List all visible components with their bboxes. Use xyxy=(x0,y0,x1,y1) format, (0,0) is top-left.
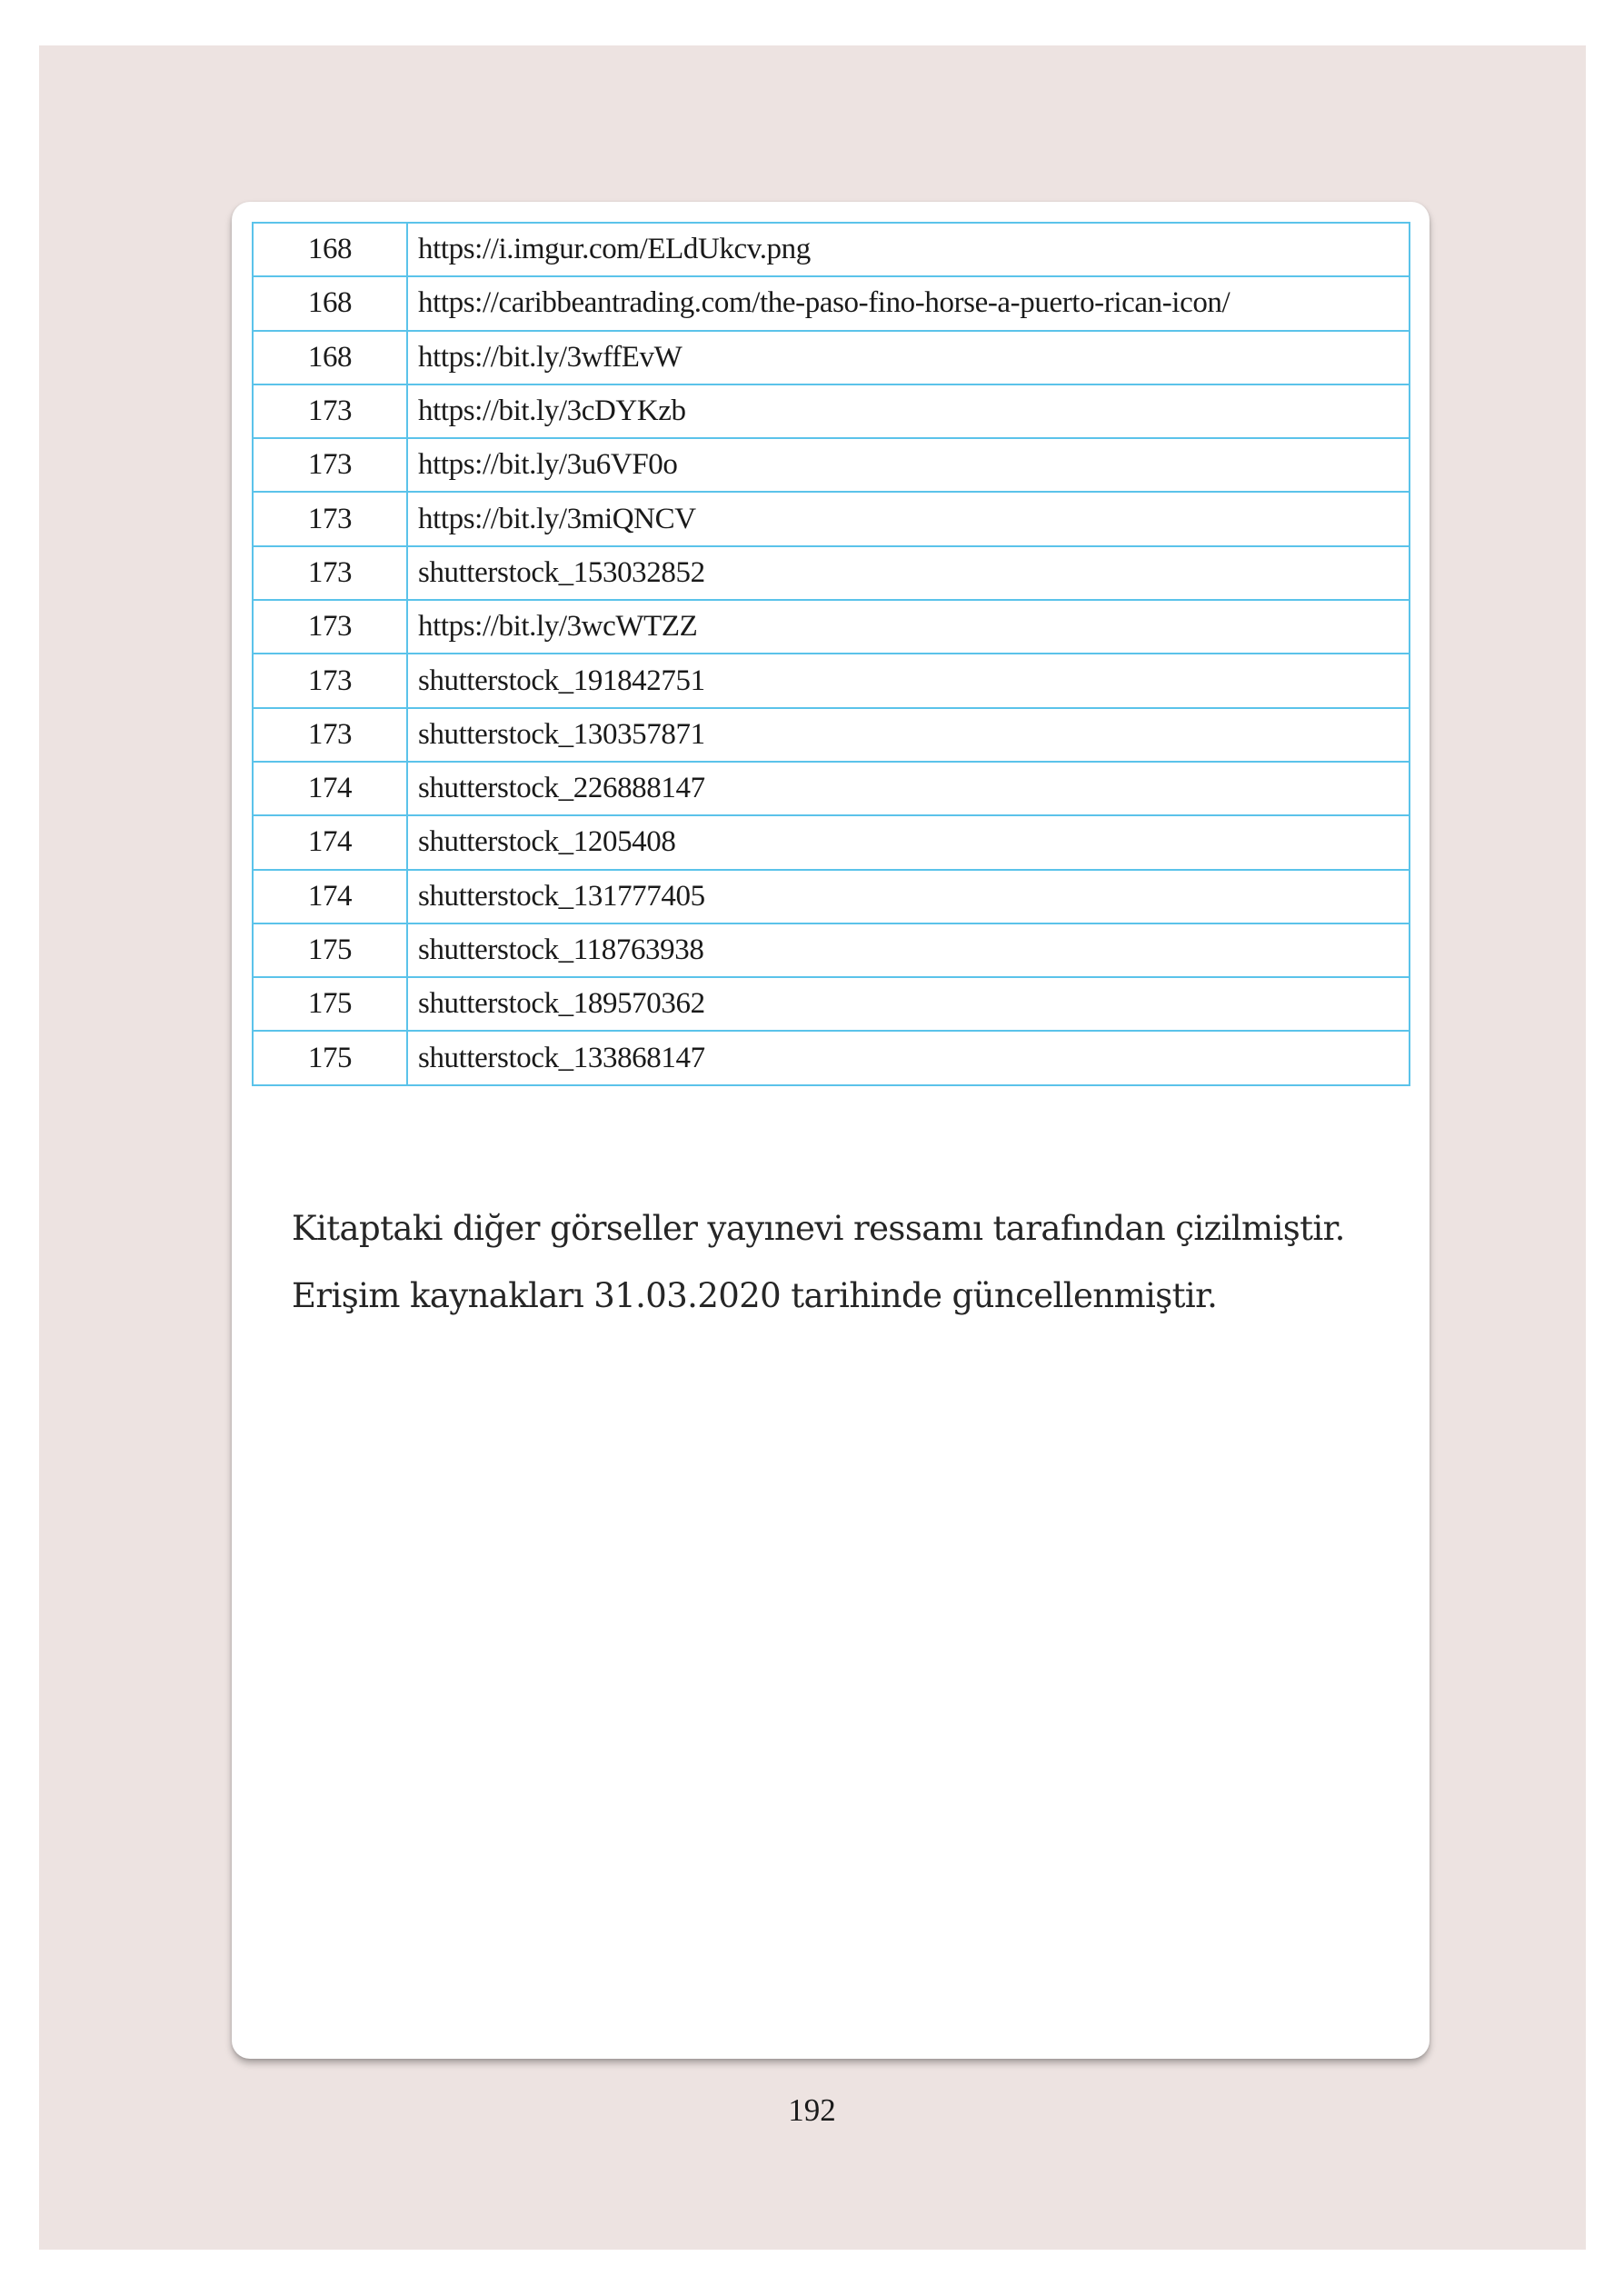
image-credits-table xyxy=(252,222,1410,1086)
source-cell: https://bit.ly/3wcWTZZ xyxy=(407,600,1410,654)
table-row xyxy=(253,923,1410,977)
table-row xyxy=(253,438,1410,492)
page-cell: 174 xyxy=(253,762,407,815)
source-cell: https://bit.ly/3wffEvW xyxy=(407,331,1410,384)
table-row xyxy=(253,223,1410,276)
source-cell: https://caribbeantrading.com/the-paso-fino-horse-a-puerto-rican-icon/ xyxy=(407,276,1410,330)
table-row xyxy=(253,492,1410,545)
source-cell: https://i.imgur.com/ELdUkcv.png xyxy=(407,223,1410,276)
table-row xyxy=(253,600,1410,654)
source-cell: shutterstock_118763938 xyxy=(407,923,1410,977)
source-cell: shutterstock_226888147 xyxy=(407,762,1410,815)
table-row xyxy=(253,546,1410,600)
page-cell: 168 xyxy=(253,276,407,330)
table-row xyxy=(253,815,1410,869)
page-cell: 174 xyxy=(253,815,407,869)
table-row xyxy=(253,331,1410,384)
page-cell: 174 xyxy=(253,870,407,923)
table-row xyxy=(253,762,1410,815)
page-cell: 168 xyxy=(253,331,407,384)
page-cell: 175 xyxy=(253,1031,407,1084)
page-cell: 175 xyxy=(253,923,407,977)
table-row xyxy=(253,708,1410,762)
table-row xyxy=(253,384,1410,438)
page-cell: 173 xyxy=(253,708,407,762)
source-cell: https://bit.ly/3miQNCV xyxy=(407,492,1410,545)
page-cell: 173 xyxy=(253,654,407,707)
source-cell: shutterstock_130357871 xyxy=(407,708,1410,762)
table-row xyxy=(253,1031,1410,1084)
page-cell: 173 xyxy=(253,546,407,600)
content-card xyxy=(232,202,1430,2059)
source-cell: shutterstock_133868147 xyxy=(407,1031,1410,1084)
table-row xyxy=(253,977,1410,1031)
source-cell: shutterstock_1205408 xyxy=(407,815,1410,869)
source-cell: https://bit.ly/3u6VF0o xyxy=(407,438,1410,492)
page-cell: 175 xyxy=(253,977,407,1031)
page-cell: 173 xyxy=(253,438,407,492)
table-row xyxy=(253,276,1410,330)
source-cell: shutterstock_153032852 xyxy=(407,546,1410,600)
table-row xyxy=(253,870,1410,923)
notes xyxy=(292,1195,1345,1330)
page-cell: 173 xyxy=(253,384,407,438)
page-cell: 173 xyxy=(253,600,407,654)
source-cell: shutterstock_189570362 xyxy=(407,977,1410,1031)
source-cell: https://bit.ly/3cDYKzb xyxy=(407,384,1410,438)
page-cell: 173 xyxy=(253,492,407,545)
note-access-date: Erişim kaynakları 31.03.2020 tarihinde güncellenmiştir. xyxy=(292,1276,1218,1315)
table-row xyxy=(253,654,1410,707)
source-cell: shutterstock_131777405 xyxy=(407,870,1410,923)
source-cell: shutterstock_191842751 xyxy=(407,654,1410,707)
note-illustrations: Kitaptaki diğer görseller yayınevi ressamı tarafından çizilmiştir. xyxy=(292,1209,1345,1248)
page-number: 192 xyxy=(788,2092,836,2128)
page-cell: 168 xyxy=(253,223,407,276)
